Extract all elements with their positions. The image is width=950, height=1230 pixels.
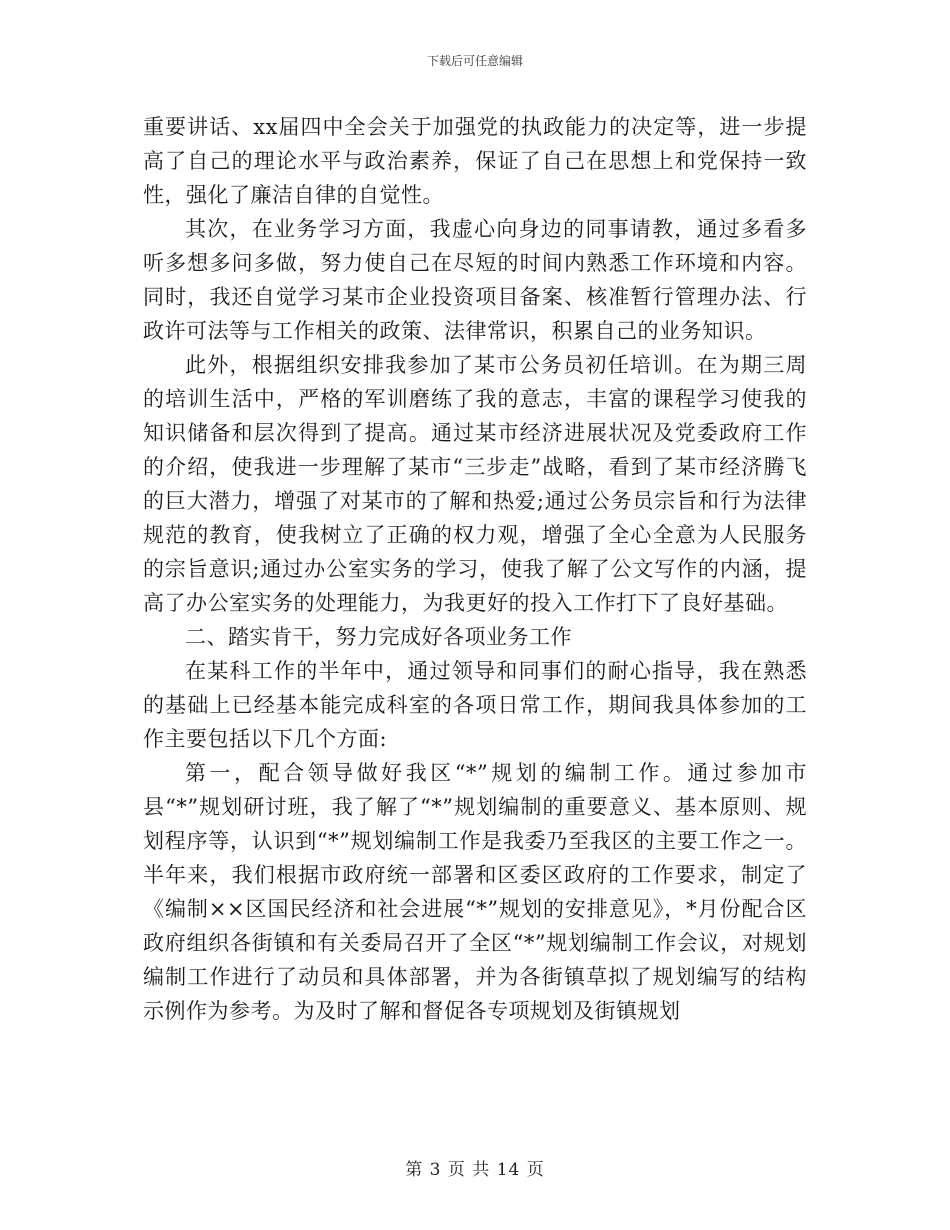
paragraph-2: 其次，在业务学习方面，我虚心向身边的同事请教，通过多看多听多想多问多做，努力使自己在尽短的时间内熟悉工作环境和内容。同时，我还自觉学习某市企业投资项目备案、核准暂行管理办法、行政许可法等与工作相关的政策、法律常识，积累自己的业务知识。: [143, 217, 807, 343]
paragraph-3: 此外，根据组织安排我参加了某市公务员初任培训。在为期三周的培训生活中，严格的军训磨练了我的意志，丰富的课程学习使我的知识储备和层次得到了提高。通过某市经济进展状况及党委政府工作的介绍，使我进一步理解了某市“三步走”战略，看到了某市经济腾飞的巨大潜力，增强了对某市的了解和热爱;通过公务员宗旨和行为法律规范的教育，使我树立了正确的权力观，增强了全心全意为人民服务的宗旨意识;通过办公室实务的学习，使我了解了公文写作的内涵，提高了办公室实务的处理能力，为我更好的投入工作打下了良好基础。: [143, 353, 807, 615]
section-heading: 二、踏实肯干，努力完成好各项业务工作: [185, 625, 572, 649]
paragraph-5: 第一，配合领导做好我区“*”规划的编制工作。通过参加市县“*”规划研讨班，我了解了“*”规划编制的重要意义、基本原则、规划程序等，认识到“*”规划编制工作是我委乃至我区的主要工作之一。半年来，我们根据市政府统一部署和区委区政府的工作要求，制定了《编制××区国民经济和社会进展“*”规划的安排意见》，*月份配合区政府组织各街镇和有关委局召开了全区“*”规划编制工作会议，对规划编制工作进行了动员和具体部署，并为各街镇草拟了规划编写的结构示例作为参考。为及时了解和督促各专项规划及街镇规划: [143, 761, 807, 1023]
page-footer: 第 3 页 共 14 页: [405, 1160, 545, 1180]
paragraph-4: 在某科工作的半年中，通过领导和同事们的耐心指导，我在熟悉的基础上已经基本能完成科室的各项日常工作，期间我具体参加的工作主要包括以下几个方面:: [143, 659, 807, 751]
paragraph-1: 重要讲话、xx届四中全会关于加强党的执政能力的决定等，进一步提高了自己的理论水平与政治素养，保证了自己在思想上和党保持一致性，强化了廉洁自律的自觉性。: [143, 115, 807, 207]
document-body: [143, 110, 807, 1028]
page-header: 下载后可任意编辑: [426, 54, 523, 68]
